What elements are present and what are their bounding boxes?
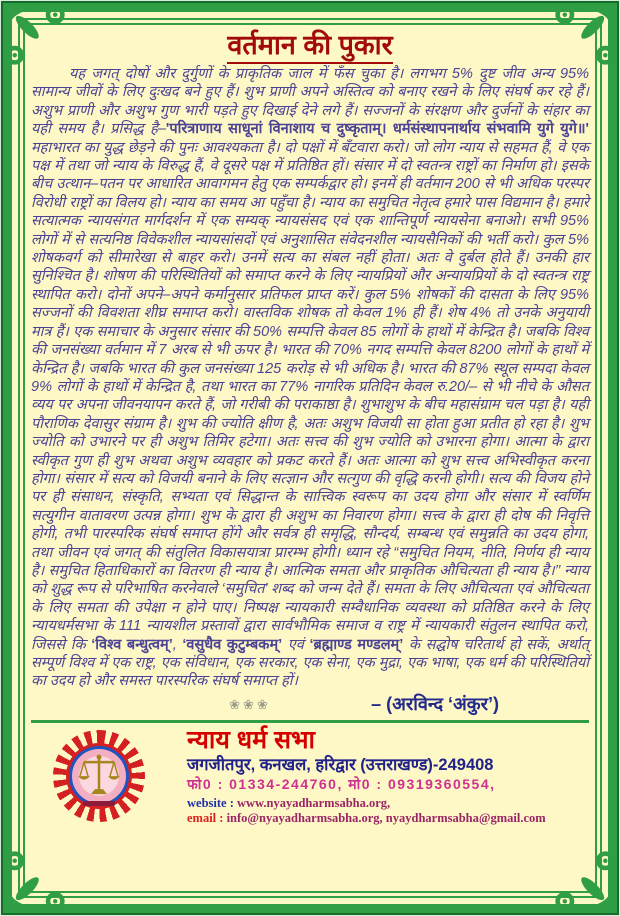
corner-ornament-icon: [545, 841, 617, 913]
slogan-vishva-bandhutvam: ‘विश्व बन्धुत्वम्’: [91, 636, 173, 653]
website-url: www.nyayadharmsabha.org,: [237, 795, 391, 810]
shloka-quote: 'परित्राणाय साधूनां विनाशाय च दुष्कृताम्। धर्मसंस्थापनार्थाय संभवामि युगे युगे॥': [165, 121, 589, 138]
website-line: [187, 796, 546, 810]
body-text-segment: ,: [172, 636, 183, 653]
body-text-segment: एवं: [282, 636, 310, 653]
flower-ornament-icon: ❀❀❀: [229, 696, 271, 712]
corner-ornament-icon: [545, 3, 617, 75]
page-title: वर्तमान की पुकार: [31, 29, 589, 61]
logo-banner: [83, 801, 115, 806]
slogan-vasudhaiva-kutumbakam: ‘वसुधैव कुटुम्बकम्’: [182, 636, 283, 653]
scales-of-justice-sunburst-icon: [53, 730, 145, 822]
corner-ornament-icon: [3, 841, 75, 913]
body-paragraph: [31, 65, 589, 691]
email-line: [187, 811, 546, 825]
corner-ornament-icon: [3, 3, 75, 75]
body-text-segment: यह जगत् दोषों और दुर्गुणों के प्राकृतिक जाल में फँस चुका है। लगभग 5% दुष्ट जीव अन्य 95% सामान्य जीवों के लिए दुःखद बने हुए हैं। शुभ प्राणी अपने अस्तित्व को बनाए रखने के लिए संघर्ष कर रहे हैं। अशुभ प्राणी और अशुभ गुण भारी पड़ते हुए दिखाई देने लगे हैं। सज्जनों के संरक्षण और दुर्जनों के संहार का यही समय है। प्रसिद्ध है–: [31, 66, 589, 138]
author-signature: – (अरविन्द ‘अंकुर’): [371, 693, 499, 714]
page-content: [27, 27, 593, 889]
organization-name: न्याय धर्म सभा: [187, 725, 316, 754]
footer: [31, 726, 589, 826]
website-label: website :: [187, 795, 234, 810]
organization-address: जगजीतपुर, कनखल, हरिद्वार (उत्तराखण्ड)-249408: [187, 755, 494, 774]
body-text-segment: महाभारत का युद्ध छेड़ने की पुनः आवश्यकता है। दो पक्षों में बँटवारा करो। जो लोग न्याय से सहमत हैं, वे एक पक्ष में तथा जो न्याय के विरुद्ध हैं, वे दूसरे पक्ष में प्रतिष्ठित हों। संसार में दो स्वतन्त्र राष्ट्रों का निर्माण हो। इसके बीच उत्थान–पतन पर आधारित आवागमन हेतु एक सम्पर्कद्वार हो। इनमें ही वर्तमान 200 से भी अधिक परस्पर विरोधी राष्ट्रों का विलय हो। न्याय का समय आ पहुँचा है। न्याय का समुचित नेतृत्व हमारे पास विद्यमान है। हमारे सत्यात्मक न्यायसंगत मार्गदर्शन में एक सम्यक् न्यायसंसद एवं एक शान्तिपूर्ण न्यायसेना बनाओ। सभी 95% लोगों में से सत्यनिष्ठ विवेकशील न्यायसांसदों एवं अनुशासित संवेदनशील न्यायसैनिकों की भर्ती करो। कुल 5% शोषकवर्ग को सीमारेखा से बाहर करो। उनमें सत्य का संबल नहीं होता। अतः वे दुर्बल होते हैं। उनकी हार सुनिश्चित है। शोषण की परिस्थितियों को समाप्त करने के लिए न्यायप्रियों और अन्यायप्रियों के दो स्वतन्त्र राष्ट्र स्थापित करो। दोनों अपने–अपने कर्मानुसार प्रतिफल प्राप्त करें। कुल 5% शोषकों की दासता के लिए 95% सज्जनों की विवशता शीघ्र समाप्त करो। वास्तविक शोषक तो केवल 1% ही हैं। शेष 4% तो उनके अनुयायी मात्र हैं। एक समाचार के अनुसार संसार की 50% सम्पत्ति केवल 85 लोगों के हाथों में केन्द्रित है। जबकि विश्व की जनसंख्या वर्तमान में 7 अरब से भी ऊपर है। भारत की 70% नगद सम्पत्ति केवल 8200 लोगों के हाथों में केन्द्रित है। जबकि भारत की कुल जनसंख्या 125 करोड़ से भी अधिक है। भारत की 87% स्थूल सम्पदा केवल 9% लोगों के हाथों में केन्द्रित है, तथा भारत का 77% नागरिक प्रतिदिन केवल रु.20/– से भी नीचे के औसत व्यय पर अपना जीवनयापन करते हैं, जो गरीबी की पराकाष्ठा है। शुभाशुभ के बीच महासंग्राम चल पड़ा है। यही पौराणिक देवासुर संग्राम है। शुभ की ज्योति क्षीण है, अतः अशुभ विजयी सा होता हुआ प्रतीत हो रहा है। शुभ ज्योति को उभारने पर ही अशुभ तिमिर हटेगा। अतः सत्त्व की शुभ ज्योति को उभारना होगा। आत्मा के द्वारा स्वीकृत गुण ही शुभ अथवा अशुभ व्यवहार को प्रकट करते हैं। अतः आत्मा को शुभ सत्त्व अभिस्वीकृत करना होगा। संसार में सत्य को विजयी बनाने के लिए सत्ज्ञान और सत्गुण की वृद्धि करनी होगी। सत्य की विजय होने पर ही संसाधन, संस्कृति, सभ्यता एवं सिद्धान्त के सात्त्विक स्वरूप का उदय होगा और संसार में स्वर्णिम सत्युगीन वातावरण उत्पन्न होगा। शुभ के द्वारा ही अशुभ का निवारण होगा। सत्त्व के द्वारा ही दोष की निवृत्ति होगी, तभी पारस्परिक संघर्ष समाप्त होंगे और सर्वत्र ही समृद्धि, सौन्दर्य, सम्बन्ध एवं समुन्नति का उदय होगा, तथा जीवन एवं जगत् की संतुलित विकासयात्रा प्रारम्भ होगी। ध्यान रहे “समुचित नियम, नीति, निर्णय ही न्याय है। समुचित हिताधिकारों का वितरण ही न्याय है। आत्मिक समता और प्राकृतिक औचित्यता ही न्याय है।’’ न्याय को शुद्ध रूप से परिभाषित करनेवाले ‘समुचित’ शब्द को जन्म देते हैं। समता के लिए औचित्यता एवं औचित्यता के लिए समता की उपेक्षा न होने पाए। निष्पक्ष न्यायकारी सम्वैधानिक व्यवस्था को प्रतिष्ठित करने के लिए न्यायधर्मसभा के 111 न्यायशील प्रस्तावों द्वारा सार्वभौमिक समाज व राष्ट्र में न्यायकारी संतुलन स्थापित करो, जिससे कि: [31, 139, 589, 653]
email-label: email :: [187, 810, 224, 825]
signature-row: [31, 692, 589, 716]
footer-text-block: [187, 726, 546, 826]
slogan-brahmand-mandalam: ‘ब्रह्माण्ड मण्डलम्’: [309, 636, 404, 653]
email-addresses: info@nyayadharmsabha.org, nyaydharmsabha@gmail.com: [226, 810, 546, 825]
footer-divider: [31, 720, 589, 723]
body-text-segment: के सद्घोष चरितार्थ हो सकें, अर्थात् सम्पूर्ण विश्व में एक राष्ट्र, एक संविधान, एक सरकार, एक सेना, एक मुद्रा, एक भाषा, एक धर्म की परिस्थितियों का उदय हो और समस्त पारस्परिक संघर्ष समाप्त हों।: [31, 636, 590, 690]
scales-of-justice-glyph: [77, 752, 121, 798]
phone-numbers: फो0 : 01334-244760, मो0 : 09319360554,: [187, 776, 496, 793]
